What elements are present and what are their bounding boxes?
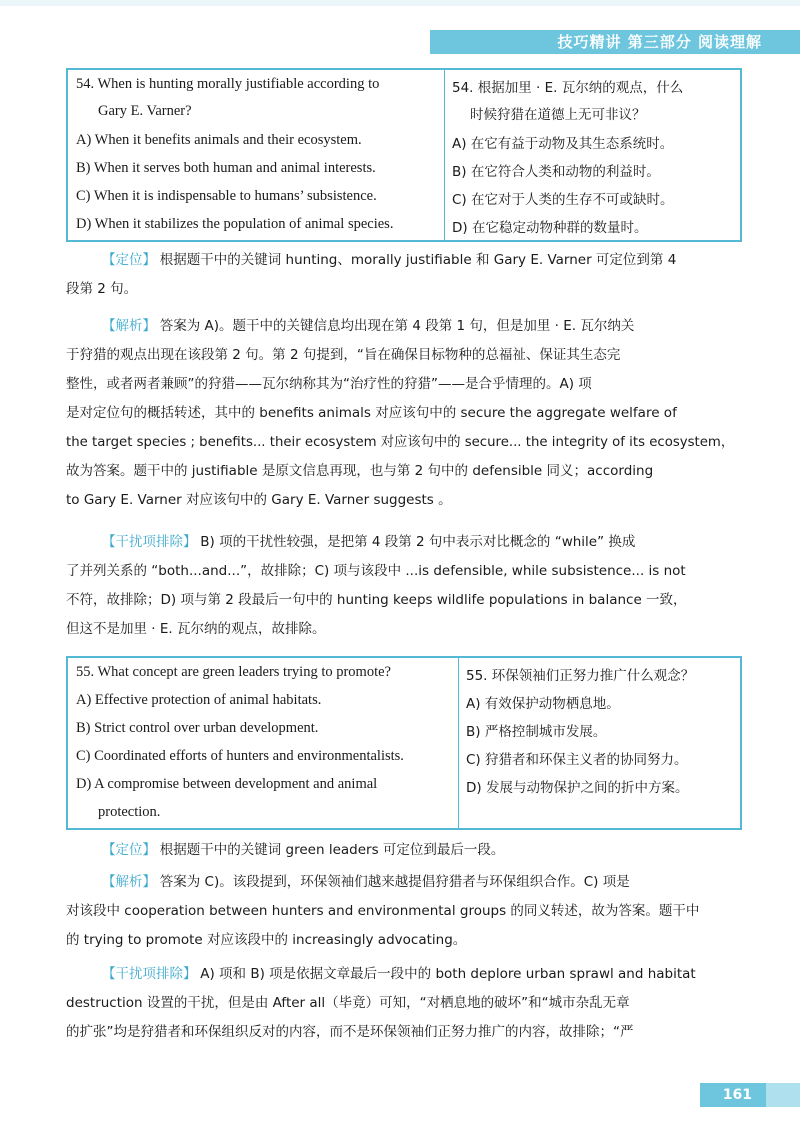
q55-distractor-line-1: A) 项和 B) 项是依据文章最后一段中的 both deplore urban sprawl and habitat	[200, 966, 696, 982]
q55-analysis-line-1: 答案为 C)。该段提到，环保领袖们越来越提倡狩猎者与环保组织合作。C) 项是	[159, 874, 630, 890]
q54-analysis-line-6: 故为答案。题干中的 justifiable 是原文信息再现，也与第 2 句中的 defensible 同义；according	[66, 463, 654, 479]
q55-locate-line-1: 根据题干中的关键词 green leaders 可定位到最后一段。	[159, 842, 505, 858]
q55-analysis-paragraph	[66, 868, 738, 956]
q55-zh-option-d: D) 发展与动物保护之间的折中方案。	[466, 780, 689, 796]
q54-option-b: B) When it serves both human and animal interests.	[76, 160, 376, 176]
q55-option-d: D) A compromise between development and animal	[76, 776, 378, 792]
q54-locate-paragraph	[66, 246, 738, 304]
q54-analysis-line-1: 答案为 A)。题干中的关键信息均出现在第 4 段第 1 句，但是加里 · E. 瓦尔纳关	[159, 318, 635, 334]
q55-analysis-line-2: 对该段中 cooperation between hunters and environmental groups 的同义转述，故为答案。题干中	[66, 903, 700, 919]
q54-option-a: A) When it benefits animals and their ecosystem.	[76, 132, 362, 148]
q54-zh-option-b: B) 在它符合人类和动物的利益时。	[452, 164, 660, 180]
q54-zh-option-d: D) 在它稳定动物种群的数量时。	[452, 220, 648, 236]
q54-zh-option-a: A) 在它有益于动物及其生态系统时。	[452, 136, 674, 152]
q54-zh-stem: 54. 根据加里 · E. 瓦尔纳的观点，什么	[452, 80, 684, 96]
page-header	[0, 0, 800, 54]
analysis-tag: 【解析】	[102, 874, 156, 890]
analysis-tag: 【解析】	[102, 318, 156, 334]
q55-stem: 55. What concept are green leaders trying to promote?	[76, 664, 391, 680]
q55-distractor-paragraph	[66, 960, 738, 1050]
question-54-chinese	[446, 70, 740, 240]
q54-analysis-line-3: 整性，或者两者兼顾”的狩猎——瓦尔纳称其为“治疗性的狩猎”——是合乎情理的。A) 项	[66, 376, 592, 392]
q54-locate-line-2: 段第 2 句。	[66, 281, 138, 297]
q54-locate-line-1: 根据题干中的关键词 hunting、morally justifiable 和 Gary E. Varner 可定位到第 4	[159, 252, 677, 268]
q54-distractor-line-4: 但这不是加里 · E. 瓦尔纳的观点，故排除。	[66, 621, 326, 637]
q54-distractor-paragraph	[66, 528, 738, 646]
q55-distractor-line-2: destruction 设置的干扰，但是由 After all（毕竟）可知，“对栖息地的破坏”和“城市杂乱无章	[66, 995, 630, 1011]
q55-option-c: C) Coordinated efforts of hunters and environmentalists.	[76, 748, 404, 764]
q55-option-b: B) Strict control over urban development.	[76, 720, 319, 736]
q54-zh-stem-cont: 时候狩猎在道德上无可非议？	[470, 107, 646, 123]
question-55-chinese	[460, 658, 740, 828]
q55-option-d-cont: protection.	[98, 804, 161, 820]
question-54-english	[68, 70, 445, 240]
q55-zh-option-c: C) 狩猎者和环保主义者的协同努力。	[466, 752, 688, 768]
locate-tag: 【定位】	[102, 252, 156, 268]
q54-option-d: D) When it stabilizes the population of animal species.	[76, 216, 394, 232]
q54-distractor-line-2: 了并列关系的 “both...and...”，故排除；C) 项与该段中 ...is defensible, while subsistence... is not	[66, 563, 686, 579]
header-top-band	[0, 0, 800, 6]
q54-stem-cont: Gary E. Varner?	[98, 103, 192, 119]
question-55-box	[66, 656, 742, 830]
q54-distractor-line-1: B) 项的干扰性较强，是把第 4 段第 2 句中表示对比概念的 “while” 换成	[200, 534, 636, 550]
q55-option-a: A) Effective protection of animal habitats.	[76, 692, 322, 708]
q54-distractor-line-3: 不符，故排除；D) 项与第 2 段最后一句中的 hunting keeps wildlife populations in balance 一致，	[66, 592, 687, 608]
q54-analysis-line-2: 于狩猎的观点出现在该段第 2 句。第 2 句提到，“旨在确保目标物种的总福祉、保证其生态完	[66, 347, 621, 363]
q55-locate-paragraph	[66, 836, 738, 866]
distractor-tag: 【干扰项排除】	[102, 534, 197, 550]
q55-zh-option-b: B) 严格控制城市发展。	[466, 724, 607, 740]
question-54-box	[66, 68, 742, 242]
header-title: 技巧精讲 第三部分 阅读理解	[557, 33, 762, 51]
page-number: 161	[722, 1087, 752, 1103]
q54-stem: 54. When is hunting morally justifiable according to	[76, 76, 380, 92]
q55-zh-option-a: A) 有效保护动物栖息地。	[466, 696, 620, 712]
q55-zh-stem: 55. 环保领袖们正努力推广什么观念？	[466, 668, 695, 684]
q55-distractor-line-3: 的扩张”均是狩猎者和环保组织反对的内容，而不是环保领袖们正努力推广的内容，故排除；“严	[66, 1024, 634, 1040]
q54-option-c: C) When it is indispensable to humans’ subsistence.	[76, 188, 377, 204]
question-55-english	[68, 658, 459, 828]
q54-analysis-line-5: the target species ; benefits... their ecosystem 对应该句中的 secure... the integrity of its ecosystem，	[66, 434, 735, 450]
q54-analysis-line-4: 是对定位句的概括转述，其中的 benefits animals 对应该句中的 secure the aggregate welfare of	[66, 405, 677, 421]
q54-analysis-paragraph	[66, 312, 738, 516]
page-number-stripe	[766, 1083, 800, 1107]
q54-analysis-line-7: to Gary E. Varner 对应该句中的 Gary E. Varner suggests 。	[66, 492, 452, 508]
q55-analysis-line-3: 的 trying to promote 对应该段中的 increasingly advocating。	[66, 932, 467, 948]
q54-zh-option-c: C) 在它对于人类的生存不可或缺时。	[452, 192, 674, 208]
distractor-tag: 【干扰项排除】	[102, 966, 197, 982]
locate-tag: 【定位】	[102, 842, 156, 858]
